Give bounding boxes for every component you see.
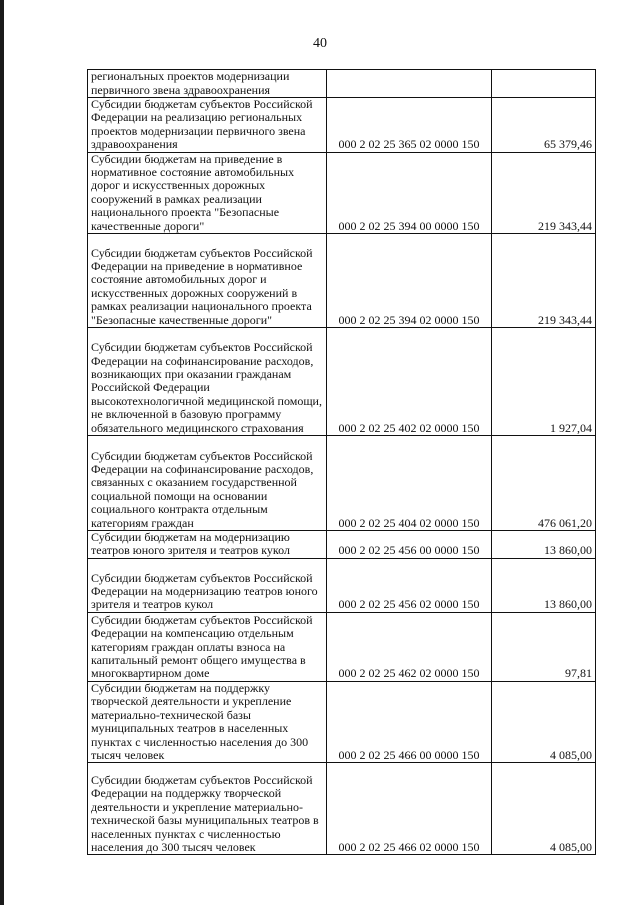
budget-table [87, 69, 596, 855]
row-description: Субсидии бюджетам на поддержку творческой деятельности и укрепление материально-технической базы муниципальных театров в населенных пунктах с численностью населения до 300 тысяч человек [88, 681, 327, 762]
row-amount: 219 343,44 [492, 234, 596, 328]
row-amount: 65 379,46 [492, 98, 596, 153]
row-description: Субсидии бюджетам на приведение в нормативное состояние автомобильных дорог и искусственных дорожных сооружений в рамках реализации национального проекта "Безопасные качественные дороги" [88, 152, 327, 233]
row-code: 000 2 02 25 456 02 0000 150 [327, 558, 492, 612]
table-row [88, 152, 596, 233]
page-number: 40 [313, 36, 327, 51]
table-row [88, 681, 596, 762]
row-code [327, 70, 492, 98]
table-row [88, 234, 596, 328]
table-row [88, 328, 596, 436]
row-amount: 13 860,00 [492, 531, 596, 559]
row-description: Субсидии бюджетам на модернизацию театров юного зрителя и театров кукол [88, 531, 327, 559]
row-code: 000 2 02 25 394 02 0000 150 [327, 234, 492, 328]
row-description: Субсидии бюджетам субъектов Российской Федерации на приведение в нормативное состояние автомобильных дорог и искусственных дорожных сооружений в рамках реализации национального проекта "Безопасные качественные дороги" [88, 234, 327, 328]
row-amount: 219 343,44 [492, 152, 596, 233]
row-description: Субсидии бюджетам субъектов Российской Федерации на реализацию региональных проектов модернизации первичного звена здравоохранения [88, 98, 327, 153]
row-description: Субсидии бюджетам субъектов Российской Федерации на софинансирование расходов, связанных с оказанием государственной социальной помощи на основании социального контракта отдельным категориям граждан [88, 436, 327, 531]
row-code: 000 2 02 25 456 00 0000 150 [327, 531, 492, 559]
scan-edge [0, 0, 4, 905]
row-code: 000 2 02 25 365 02 0000 150 [327, 98, 492, 153]
row-code: 000 2 02 25 462 02 0000 150 [327, 612, 492, 681]
row-description: Субсидии бюджетам субъектов Российской Федерации на поддержку творческой деятельности и укрепление материально-технической базы муниципальных театров в населенных пунктах с численностью населения до 300 тысяч человек [88, 763, 327, 855]
table-row [88, 70, 596, 98]
table-row [88, 531, 596, 559]
row-amount [492, 70, 596, 98]
row-code: 000 2 02 25 404 02 0000 150 [327, 436, 492, 531]
row-description: Субсидии бюджетам субъектов Российской Федерации на софинансирование расходов, возникающих при оказании гражданам Российской Федерации высокотехнологичной медицинской помощи, не включенной в базовую программу обязательного медицинского страхования [88, 328, 327, 436]
row-amount: 1 927,04 [492, 328, 596, 436]
table-row [88, 98, 596, 153]
table-row [88, 558, 596, 612]
row-description: Субсидии бюджетам субъектов Российской Федерации на компенсацию отдельным категориям граждан оплаты взноса на капитальный ремонт общего имущества в многоквартирном доме [88, 612, 327, 681]
row-code: 000 2 02 25 466 02 0000 150 [327, 763, 492, 855]
table-row [88, 436, 596, 531]
row-description: регионалъных проектов модернизации первичного звена здравоохранения [88, 70, 327, 98]
row-amount: 13 860,00 [492, 558, 596, 612]
row-code: 000 2 02 25 402 02 0000 150 [327, 328, 492, 436]
row-amount: 4 085,00 [492, 763, 596, 855]
row-amount: 97,81 [492, 612, 596, 681]
row-amount: 4 085,00 [492, 681, 596, 762]
row-code: 000 2 02 25 394 00 0000 150 [327, 152, 492, 233]
row-code: 000 2 02 25 466 00 0000 150 [327, 681, 492, 762]
row-amount: 476 061,20 [492, 436, 596, 531]
row-description: Субсидии бюджетам субъектов Российской Федерации на модернизацию театров юного зрителя и театров кукол [88, 558, 327, 612]
table-row [88, 763, 596, 855]
table-row [88, 612, 596, 681]
